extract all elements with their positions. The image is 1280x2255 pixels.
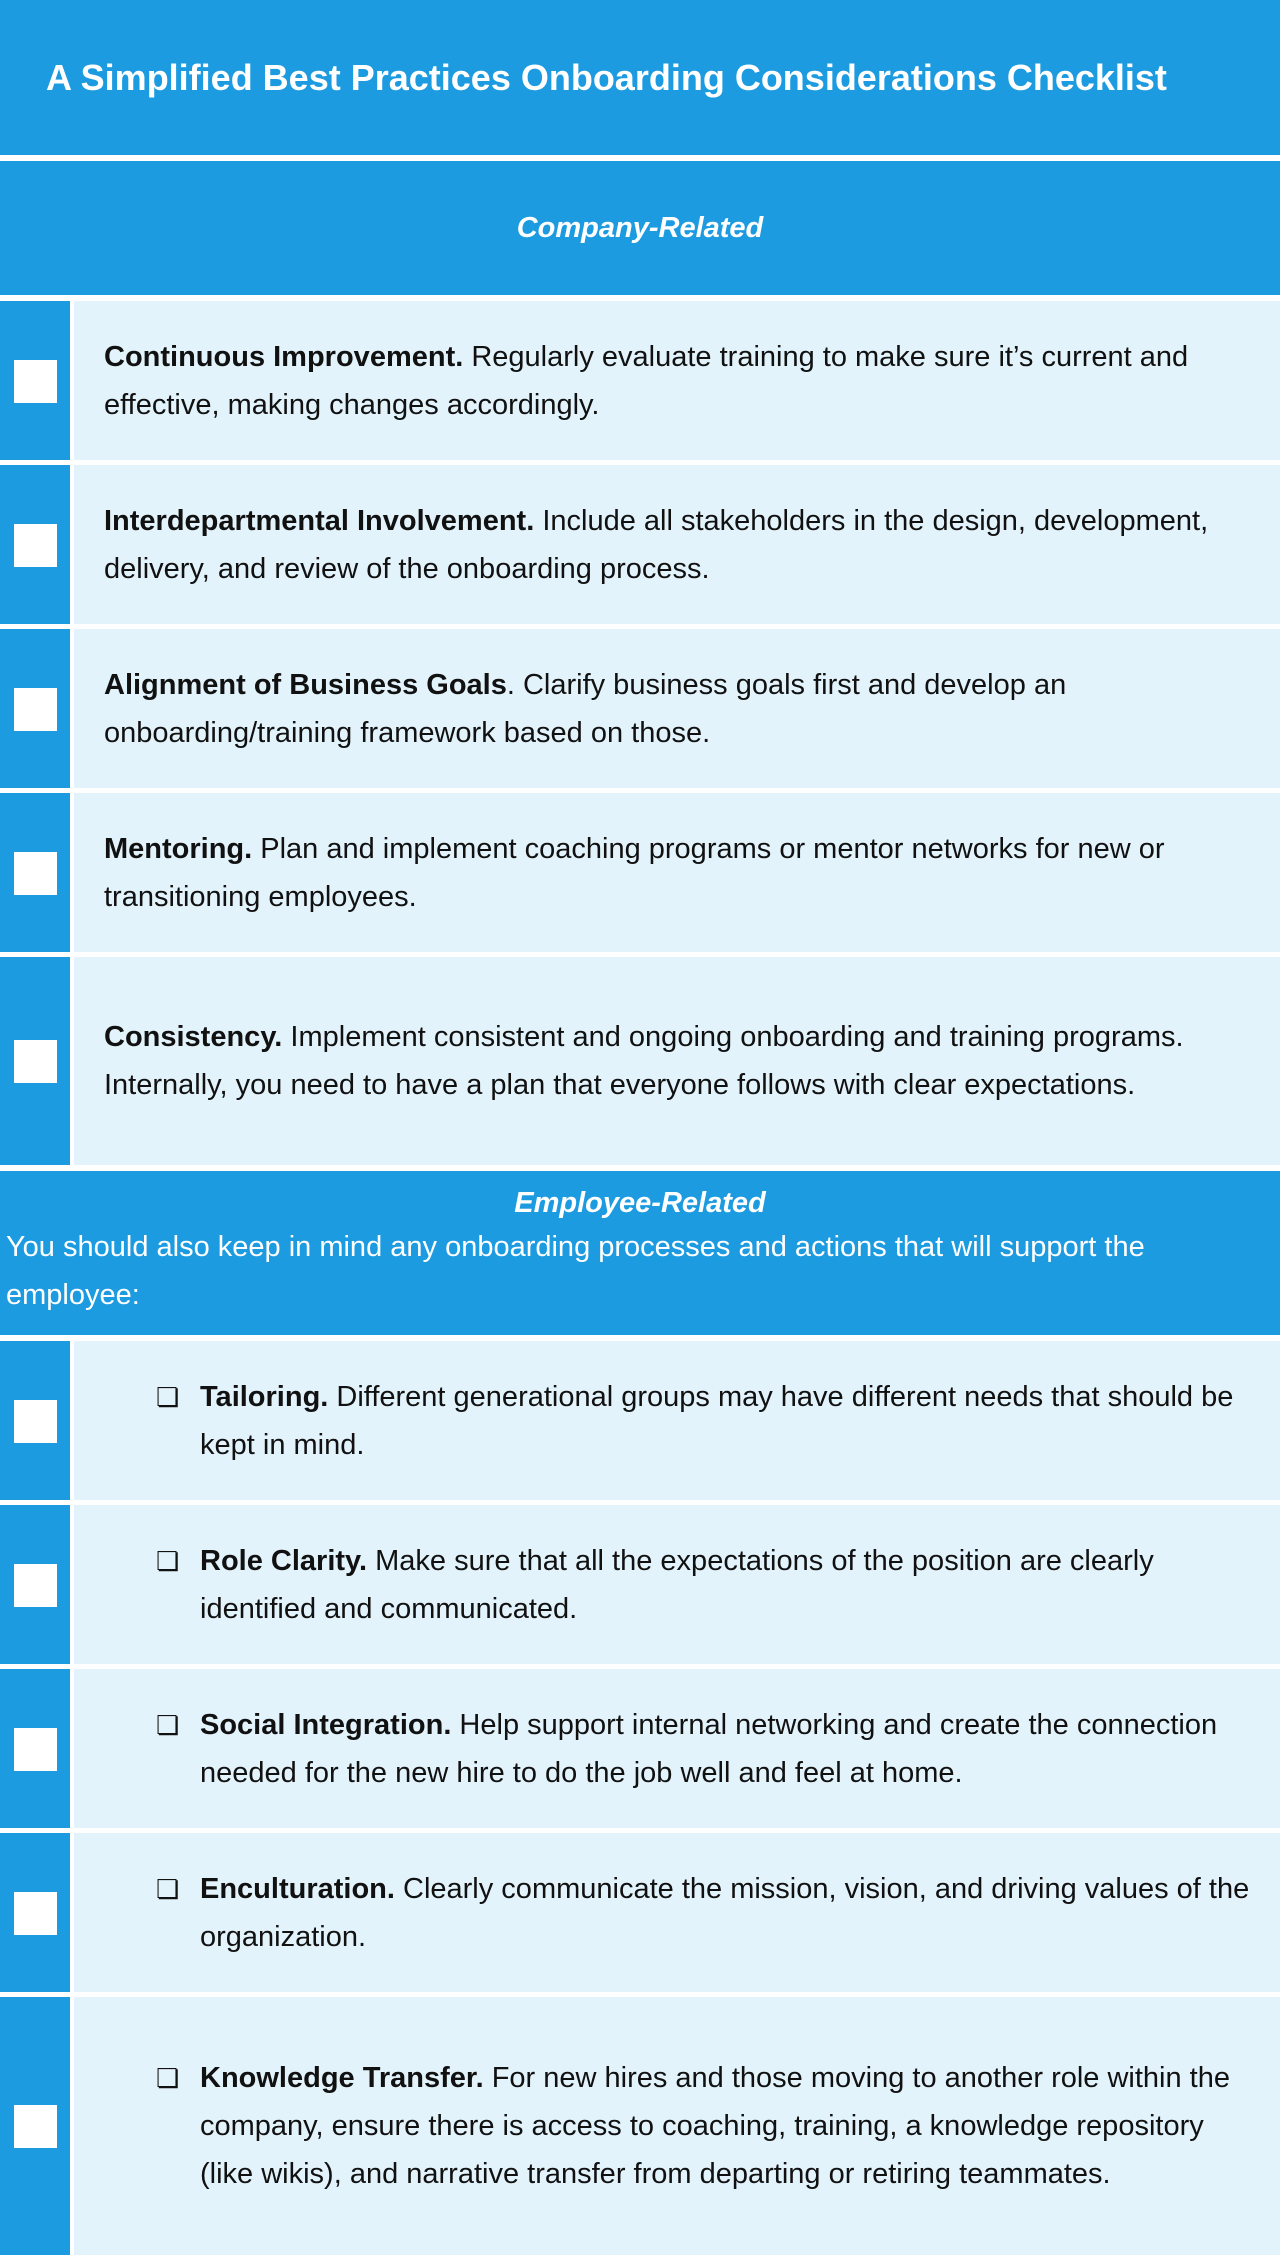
checklist-item [0,301,1280,460]
item-title: Role Clarity. [200,1544,368,1577]
item-cell [74,1997,1280,2255]
checklist-item [0,793,1280,952]
employee-section-title: Employee-Related [514,1187,766,1219]
checkbox[interactable] [14,1400,57,1443]
checklist-item [0,1833,1280,1992]
employee-section-header [0,1171,1280,1335]
item-description: Help support internal networking and create the connection needed for the new hire to do the job well and feel at home. [200,1708,1218,1789]
checkbox[interactable] [14,1040,57,1083]
page-title: A Simplified Best Practices Onboarding Considerations Checklist [0,0,1280,155]
checklist-item [0,1669,1280,1828]
checklist-item [0,1505,1280,1664]
item-title: Enculturation. [200,1872,395,1905]
item-cell [74,629,1280,788]
item-cell [74,301,1280,460]
item-description: Include all stakeholders in the design, development, delivery, and review of the onboarding process. [104,504,1209,585]
box-bullet-icon: ❏ [156,1545,180,1576]
item-cell [74,1341,1280,1500]
employee-section-description: You should also keep in mind any onboarding processes and actions that will support the employee: [6,1231,1145,1311]
company-section-header: Company-Related [0,161,1280,295]
box-bullet-icon: ❏ [156,1709,180,1740]
checkbox[interactable] [14,1728,57,1771]
checkbox[interactable] [14,852,57,895]
item-title: Social Integration. [200,1708,452,1741]
item-cell [74,1669,1280,1828]
item-description: Different generational groups may have different needs that should be kept in mind. [200,1380,1234,1461]
item-cell [74,465,1280,624]
item-title: Mentoring. [104,832,253,865]
checkbox[interactable] [14,1892,57,1935]
checkbox[interactable] [14,360,57,403]
checklist-item [0,1997,1280,2255]
item-description: Implement consistent and ongoing onboarding and training programs. Internally, you need to have a plan that everyone follows with clear expectations. [104,1021,1184,1101]
box-bullet-icon: ❏ [156,1381,180,1412]
item-cell [74,793,1280,952]
checklist-item [0,629,1280,788]
box-bullet-icon: ❏ [156,2063,180,2093]
box-bullet-icon: ❏ [156,1873,180,1904]
item-title: Tailoring. [200,1380,329,1413]
checklist-item [0,1341,1280,1500]
checkbox[interactable] [14,2105,57,2148]
item-description: Plan and implement coaching programs or mentor networks for new or transitioning employees. [104,832,1165,913]
item-title: Interdepartmental Involvement. [104,504,535,537]
checklist-item [0,465,1280,624]
checkbox[interactable] [14,1564,57,1607]
checklist-item [0,957,1280,1165]
item-title: Knowledge Transfer. [200,2062,484,2094]
item-cell [74,1505,1280,1664]
item-cell [74,957,1280,1165]
item-description: Clearly communicate the mission, vision, and driving values of the organization. [200,1872,1250,1953]
item-cell [74,1833,1280,1992]
item-title: Continuous Improvement. [104,340,464,373]
item-description: For new hires and those moving to another role within the company, ensure there is access to coaching, training, a knowledge repository (like wikis), and narrative transfer from departing or retiring teammates. [200,2062,1230,2190]
checkbox[interactable] [14,524,57,567]
item-title: Consistency. [104,1021,283,1053]
item-description: Make sure that all the expectations of the position are clearly identified and communicated. [200,1544,1154,1625]
item-description: . Clarify business goals first and develop an onboarding/training framework based on those. [104,668,1067,749]
checkbox[interactable] [14,688,57,731]
item-title: Alignment of Business Goals [104,668,507,701]
item-description: Regularly evaluate training to make sure it’s current and effective, making changes accordingly. [104,340,1189,421]
